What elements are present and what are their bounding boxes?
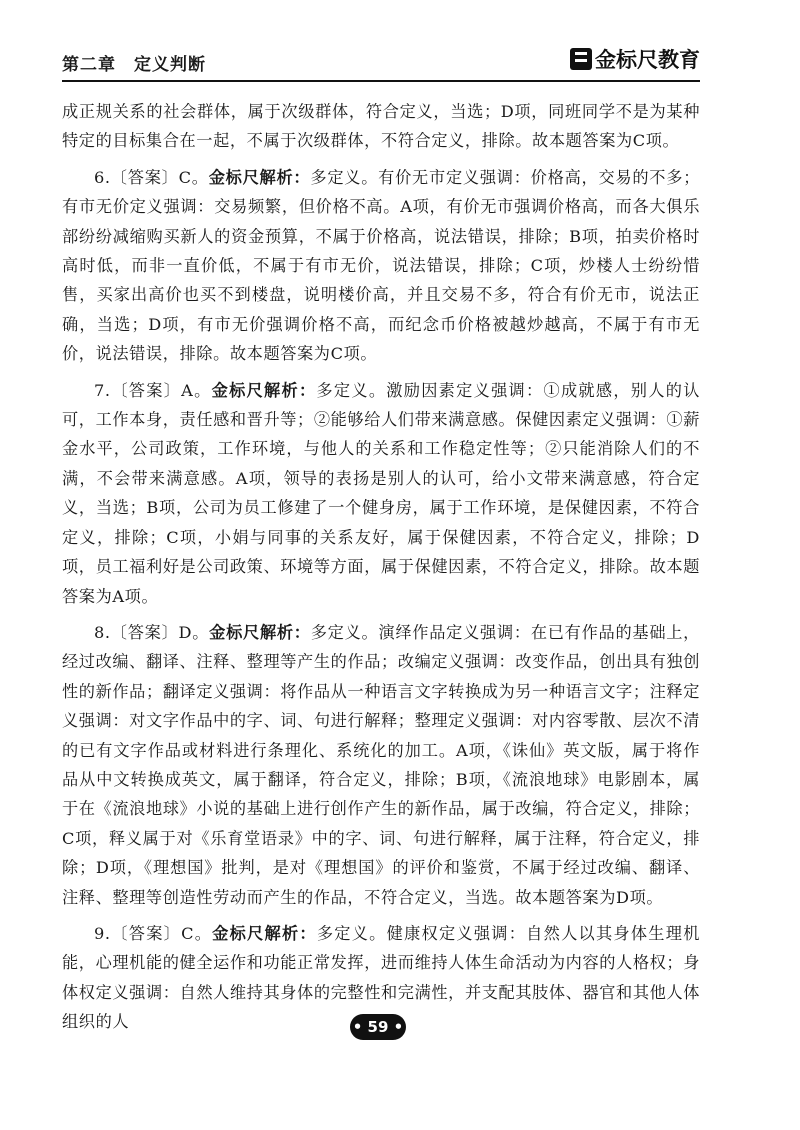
answer-paragraph-6 [62, 163, 700, 369]
paragraph-continuation: 成正规关系的社会群体，属于次级群体，符合定义，当选；D项，同班同学不是为某种特定的目标集合在一起，不属于次级群体，不符合定义，排除。故本题答案为C项。 [62, 102, 700, 151]
answer-paragraph-8 [62, 618, 700, 912]
header-rule [62, 80, 700, 82]
answer-number: 8.〔答案〕D。 [94, 622, 210, 642]
analysis-label: 金标尺解析： [208, 167, 311, 187]
analysis-text: 多定义。健康权定义强调：自然人以其身体生理机能，心理机能的健全运作和功能正常发挥，进而维持人体生命活动为内容的人格权；身体权定义强调：自然人维持其身体的完整性和完满性，并支配其肢体、器官和其他人体组织的人 [62, 923, 700, 1032]
answer-number: 6.〔答案〕C。 [94, 167, 209, 187]
brand-name: 金标尺教育 [595, 48, 700, 72]
page-body [62, 97, 700, 1037]
analysis-text: 多定义。激励因素定义强调：①成就感，别人的认可，工作本身，责任感和晋升等；②能够给人们带来满意感。保健因素定义强调：①薪金水平，公司政策，工作环境，与他人的关系和工作稳定性等；②只能消除人们的不满，不会带来满意感。A项，领导的表扬是别人的认可，给小文带来满意感，符合定义，当选；B项，公司为员工修建了一个健身房，属于工作环境，是保健因素，不符合定义，排除；C项，小娟与同事的关系友好，属于保健因素，不符合定义，排除；D项，员工福利好是公司政策、环境等方面，属于保健因素，不符合定义，排除。故本题答案为A项。 [62, 380, 700, 606]
brand-logo-icon [570, 48, 592, 70]
answer-paragraph-7 [62, 376, 700, 611]
chapter-title: 第二章 定义判断 [62, 55, 206, 75]
answer-number: 9.〔答案〕C。 [94, 923, 213, 943]
analysis-label: 金标尺解析： [212, 923, 317, 943]
answer-number: 7.〔答案〕A。 [94, 380, 212, 400]
analysis-text: 多定义。演绎作品定义强调：在已有作品的基础上，经过改编、翻译、注释、整理等产生的作品；改编定义强调：改变作品，创出具有独创性的新作品；翻译定义强调：将作品从一种语言文字转换成为另一种语言文字；注释定义强调：对文字作品中的字、词、句进行解释；整理定义强调：对内容零散、层次不清的已有文字作品或材料进行条理化、系统化的加工。A项，《诛仙》英文版，属于将作品从中文转换成英文，属于翻译，符合定义，排除；B项，《流浪地球》电影剧本，属于在《流浪地球》小说的基础上进行创作产生的新作品，属于改编，符合定义，排除；C项，释义属于对《乐育堂语录》中的字、词、句进行解释，属于注释，符合定义，排除；D项，《理想国》批判，是对《理想国》的评价和鉴赏，不属于经过改编、翻译、注释、整理等创造性劳动而产生的作品，不符合定义，当选。故本题答案为D项。 [62, 622, 700, 907]
analysis-text: 多定义。有价无市定义强调：价格高，交易的不多；有市无价定义强调：交易频繁，但价格不高。A项，有价无市强调价格高，而各大俱乐部纷纷减缩购买新人的资金预算，不属于价格高，说法错误，排除；B项，拍卖价格时高时低，而非一直价低，不属于有市无价，说法错误，排除；C项，炒楼人士纷纷惜售，买家出高价也买不到楼盘，说明楼价高，并且交易不多，符合有价无市，说法正确，当选；D项，有市无价强调价格不高，而纪念币价格被越炒越高，不属于有市无价，说法错误，排除。故本题答案为C项。 [62, 167, 700, 364]
page-header [62, 44, 700, 74]
page-number-badge: • 59 • [350, 1014, 406, 1040]
analysis-label: 金标尺解析： [209, 622, 311, 642]
brand-logo [570, 44, 700, 74]
analysis-label: 金标尺解析： [211, 380, 317, 400]
